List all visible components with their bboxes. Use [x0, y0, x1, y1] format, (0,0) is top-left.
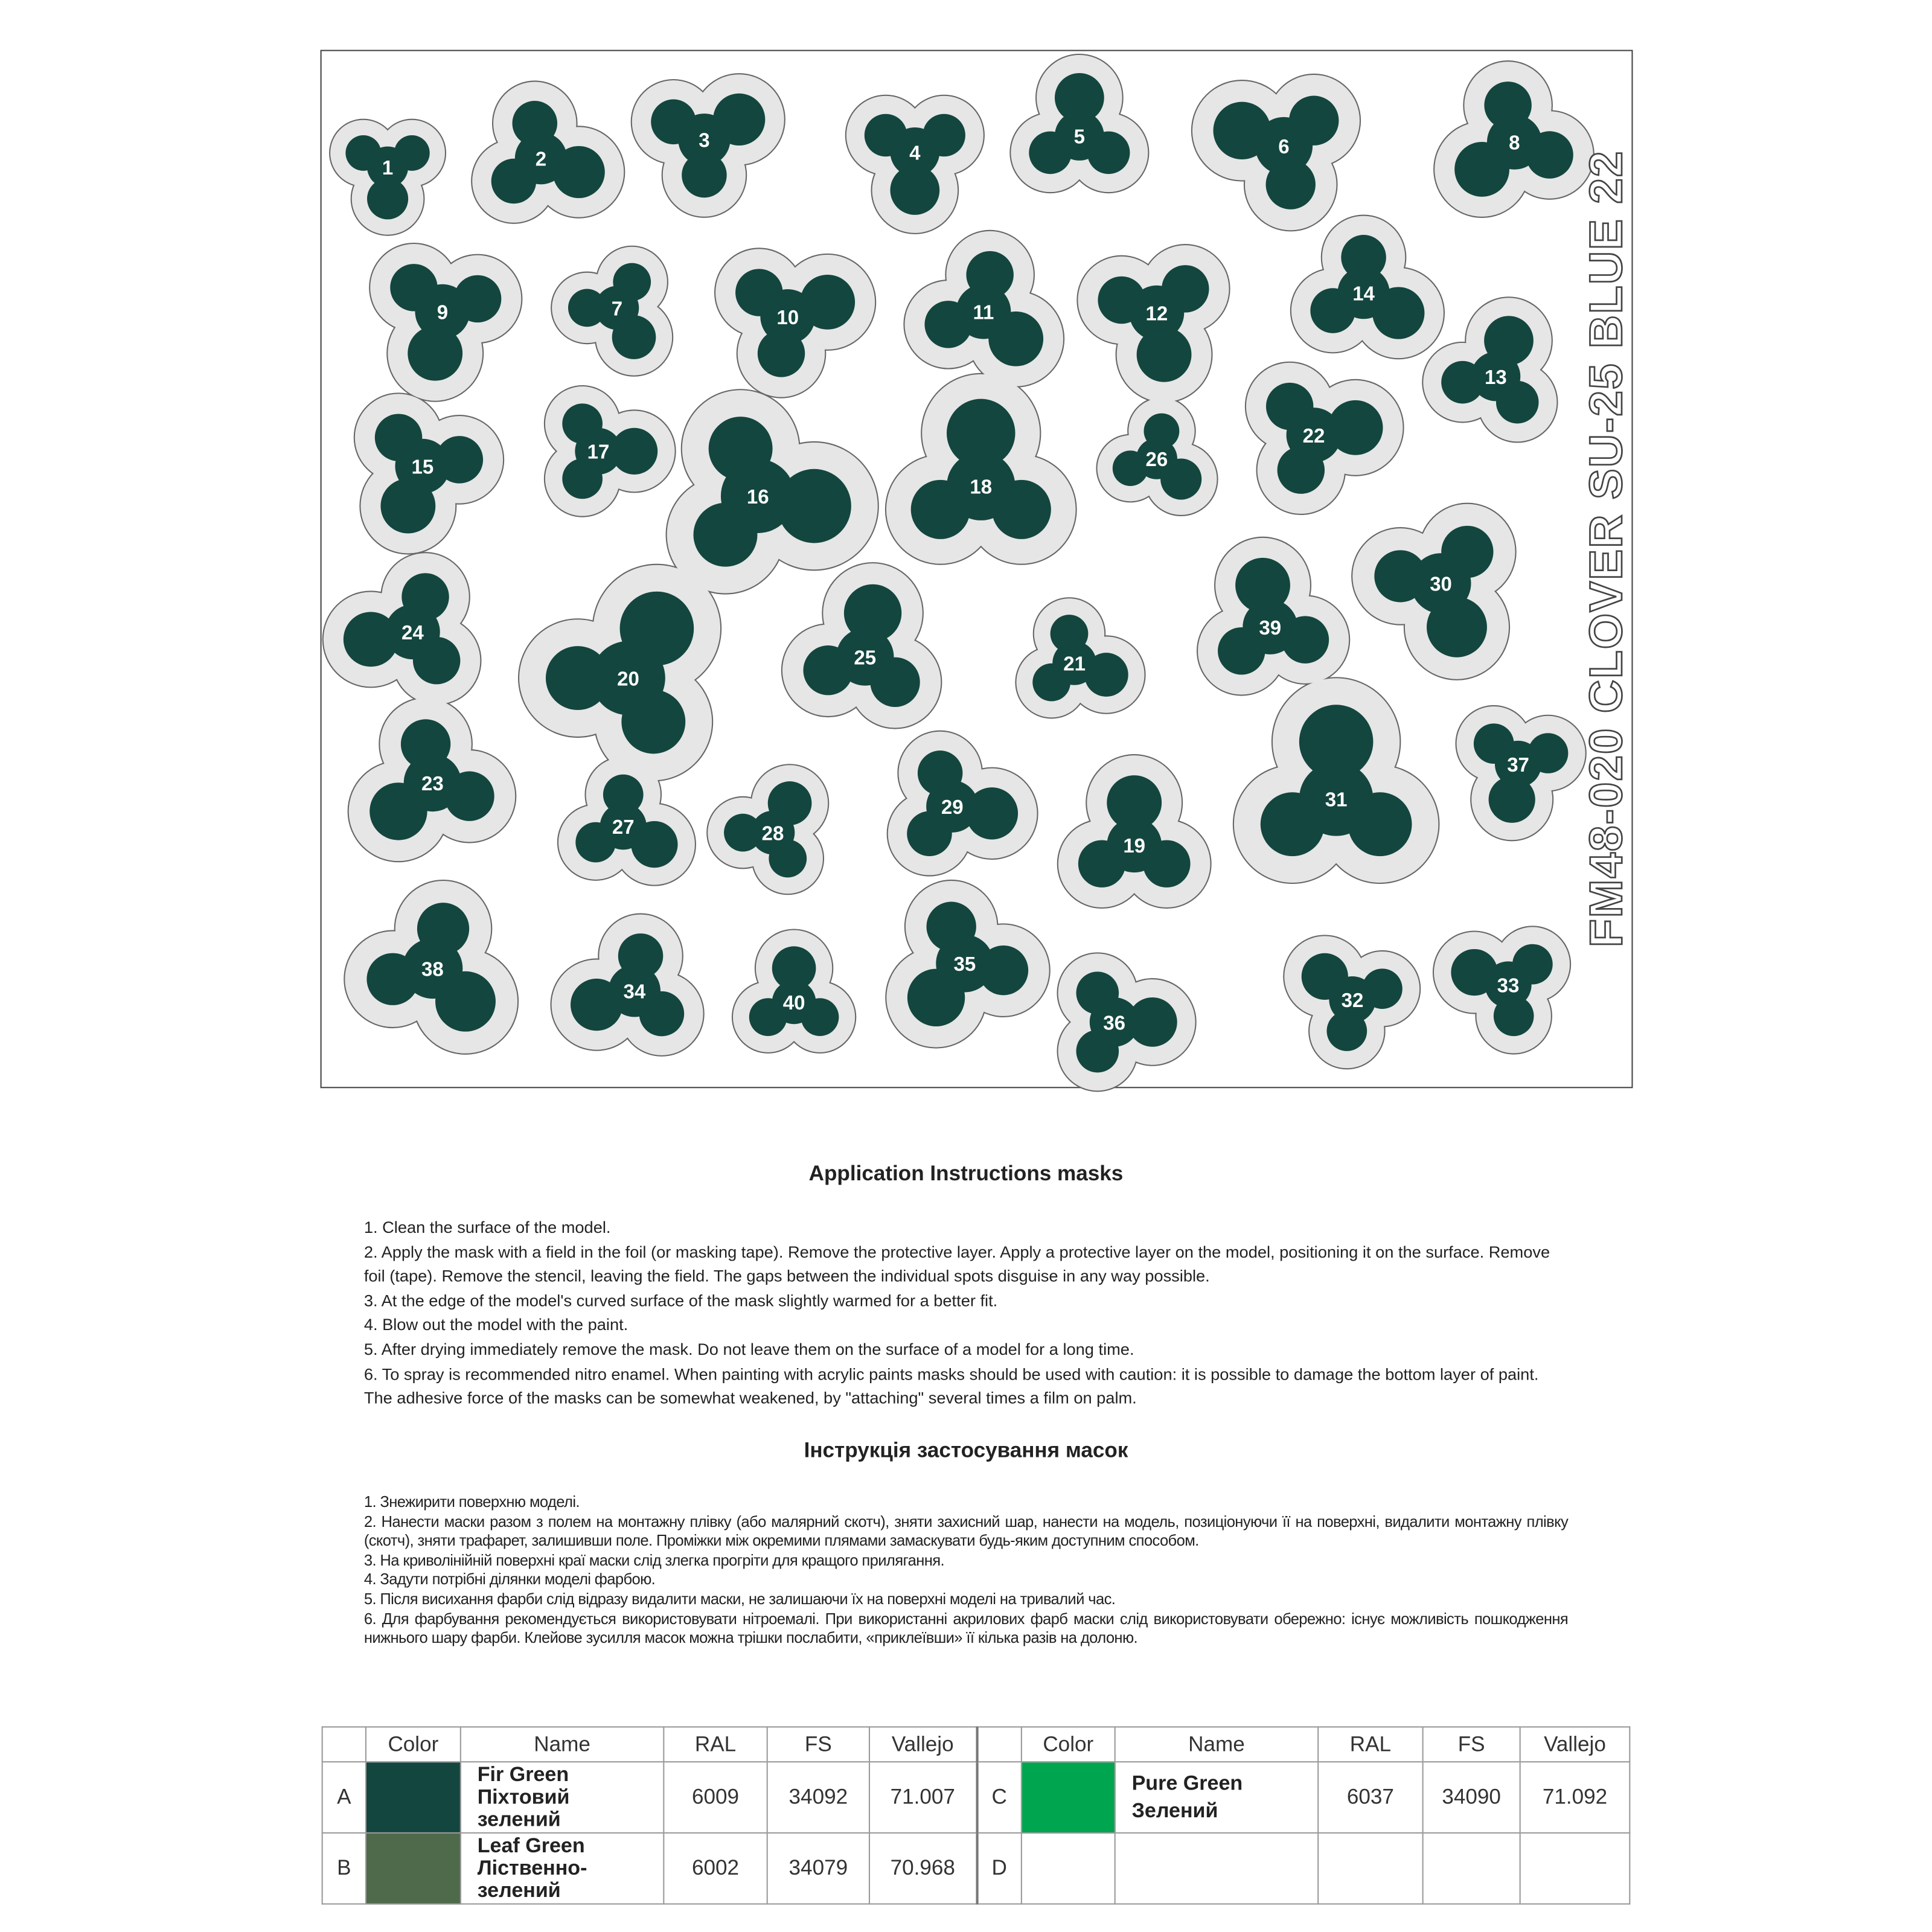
instruction-item: 5. Після висихання фарби слід відразу видалити маски, не залишаючи їх на поверхні моделі на тривалий час.: [363, 1590, 1116, 1608]
mask-number: 21: [1063, 652, 1086, 675]
mask-number: 24: [401, 621, 424, 644]
table-header-row: [322, 1727, 1630, 1762]
fs-value: 34090: [1423, 1762, 1520, 1833]
row-letter: A: [322, 1762, 366, 1833]
fs-value: 34092: [767, 1762, 869, 1833]
header-fs: FS: [767, 1727, 869, 1762]
mask-number: 11: [973, 301, 994, 324]
mask-number: 40: [782, 991, 805, 1014]
mask-number: 8: [1509, 131, 1520, 154]
mask-number: 30: [1430, 572, 1452, 595]
instruction-item: 6. To spray is recommended nitro enamel. When painting with acrylic paints masks should be used with caution: it is possible to damage the bottom layer of paint. The adhesive force of the masks can be somewhat weakened, by "attaching" several times a film on palm.: [363, 1364, 1539, 1408]
mask-number: 36: [1103, 1011, 1126, 1034]
instruction-item: 5. After drying immediately remove the mask. Do not leave them on the surface of a model for a long time.: [363, 1340, 1134, 1359]
instructions-en-title: Application Instructions masks: [808, 1162, 1124, 1186]
header-fs: FS: [1423, 1727, 1520, 1762]
mask-number: 35: [953, 953, 976, 976]
mask-number: 7: [611, 297, 623, 320]
color-table: [322, 1726, 1631, 1904]
mask-number: 17: [587, 440, 610, 463]
mask-number: 39: [1259, 616, 1282, 639]
header-letter: [322, 1727, 366, 1762]
instruction-item: 4. Задути потрібні ділянки моделі фарбою.: [363, 1571, 656, 1588]
mask-number: 33: [1497, 974, 1520, 997]
mask-number: 15: [411, 455, 434, 478]
header-ral: RAL: [664, 1727, 767, 1762]
mask-number: 1: [382, 156, 394, 179]
name-en: Pure Green: [1131, 1772, 1243, 1795]
mask-number: 34: [623, 980, 646, 1003]
header-vallejo: Vallejo: [1520, 1727, 1630, 1762]
mask-number: 16: [746, 485, 769, 508]
mask-number: 37: [1507, 753, 1529, 776]
color-name: [461, 1833, 664, 1904]
color-swatch: [366, 1762, 461, 1833]
instructions-ua-title: Інструкція застосування масок: [804, 1438, 1128, 1462]
mask-number: 25: [854, 646, 877, 669]
mask-number: 23: [421, 772, 444, 795]
mask-number: 31: [1325, 788, 1348, 811]
mask-number: 4: [909, 141, 921, 164]
row-letter: C: [977, 1762, 1022, 1833]
mask-number: 29: [941, 796, 964, 819]
instruction-item: 1. Clean the surface of the model.: [363, 1218, 611, 1236]
mask-number: 28: [761, 822, 784, 845]
empty-cell: [1423, 1833, 1520, 1904]
color-name: [1115, 1762, 1319, 1833]
vallejo-value: 71.007: [869, 1762, 977, 1833]
mask-number: 10: [776, 305, 799, 328]
color-swatch: [366, 1833, 461, 1904]
row-letter: B: [322, 1833, 366, 1904]
empty-cell: [1520, 1833, 1630, 1904]
sheet-vertical-label: FM48-020 CLOVER SU-25 BLUE 22: [1580, 150, 1632, 948]
name-ua: Піхтовий: [477, 1786, 570, 1809]
mask-number: 19: [1123, 834, 1146, 857]
instruction-item: 4. Blow out the model with the paint.: [363, 1315, 629, 1334]
table-row: [322, 1762, 1630, 1833]
name-ua: Лiственно-: [477, 1857, 587, 1880]
header-letter: [977, 1727, 1022, 1762]
name-en: Leaf Green: [477, 1834, 585, 1858]
instruction-item: 2. Нанести маски разом з полем на монтажну плівку (або малярний скотч), зняти захисний шар, нанести на модель, позиціонуючи її на поверхні, видалити монтажну плівку (скотч), зняти трафарет, залишивши поле. Проміжки між окремими плямами замаскувати будь-яким доступним способом.: [363, 1512, 1569, 1550]
instructions-ua-list: [364, 1493, 1568, 1649]
header-color: Color: [366, 1727, 461, 1762]
mask-number: 18: [970, 475, 993, 498]
empty-cell: [1022, 1833, 1115, 1904]
instruction-item: 1. Знежирити поверхню моделі.: [363, 1493, 580, 1511]
ral-value: 6037: [1318, 1762, 1422, 1833]
fs-value: 34079: [767, 1833, 869, 1904]
mask-number: 3: [699, 129, 710, 152]
name-ua: зелений: [477, 1879, 561, 1902]
mask-number: 26: [1145, 448, 1168, 471]
mask-number: 32: [1341, 989, 1364, 1012]
ral-value: 6002: [664, 1833, 767, 1904]
header-name: Name: [1115, 1727, 1319, 1762]
name-ua: Зелений: [1131, 1800, 1218, 1823]
instructions-en-list: [364, 1215, 1568, 1411]
mask-number: 20: [617, 667, 639, 690]
color-swatch: [1022, 1762, 1115, 1833]
mask-number: 13: [1485, 365, 1507, 388]
empty-cell: [1115, 1833, 1319, 1904]
vallejo-value: 71.092: [1520, 1762, 1630, 1833]
mask-number: 2: [535, 147, 547, 170]
mask-number: 27: [612, 816, 635, 839]
instruction-item: 3. At the edge of the model's curved surface of the mask slightly warmed for a better fit.: [363, 1291, 998, 1310]
header-vallejo: Vallejo: [869, 1727, 977, 1762]
mask-number: 38: [421, 958, 444, 980]
header-ral: RAL: [1318, 1727, 1422, 1762]
ral-value: 6009: [664, 1762, 767, 1833]
mask-number: 12: [1145, 302, 1168, 325]
name-en: Fir Green: [477, 1764, 569, 1786]
mask-number: 6: [1278, 135, 1290, 158]
row-letter: D: [977, 1833, 1022, 1904]
empty-cell: [1318, 1833, 1422, 1904]
color-name: [461, 1762, 664, 1833]
mask-number: 22: [1302, 424, 1325, 447]
instruction-item: 6. Для фарбування рекомендується використовувати нітроемалі. При використанні акрилових фарб маски слід використовувати обережно: існує можливість пошкодження нижнього шару фарби. Клейове зусилля масок можна трішки послабити, «приклеївши» її кілька разів на долоню.: [363, 1610, 1569, 1647]
table-row: [322, 1833, 1630, 1904]
header-color: Color: [1022, 1727, 1115, 1762]
name-ua: зелений: [477, 1808, 561, 1831]
instruction-item: 3. На криволінійній поверхні краї маски слід злегка прогріти для кращого прилягання.: [363, 1551, 944, 1569]
header-name: Name: [461, 1727, 664, 1762]
vallejo-value: 70.968: [869, 1833, 977, 1904]
mask-number: 5: [1073, 125, 1086, 148]
mask-number: 9: [437, 301, 449, 324]
instruction-item: 2. Apply the mask with a field in the foil (or masking tape). Remove the protective layer. Apply a protective layer on the model, positioning it on the surface. Remove foil (tape). Remove the stencil, leaving the field. The gaps between the individual spots disguise in any way possible.: [363, 1242, 1550, 1285]
mask-number: 14: [1352, 282, 1375, 305]
